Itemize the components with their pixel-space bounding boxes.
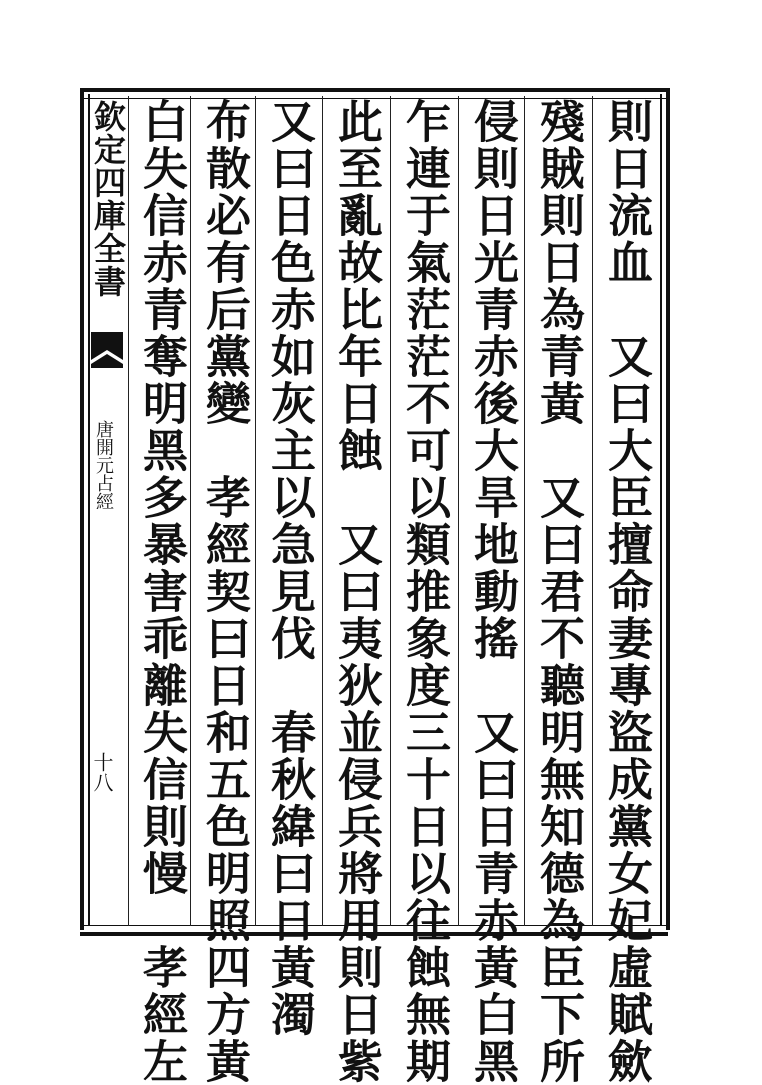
column-divider — [524, 96, 525, 926]
frame-left-border — [80, 88, 84, 930]
text-column-3: 侵則日光青赤後大旱地動搖 又曰日青赤黃白黑 — [466, 98, 519, 1085]
text-column-4: 乍連于氣茫茫不可以類推象度三十日以往蝕無期 — [398, 98, 451, 1085]
column-divider — [255, 96, 256, 926]
page-number: 十八 — [90, 752, 114, 792]
column-divider — [458, 96, 459, 926]
text-column-8: 白失信赤青奪明黑多暴害乖離失信則慢 孝經左 — [135, 98, 188, 1085]
text-column-2: 殘賊則日為青黃 又曰君不聽明無知德為臣下所 — [532, 98, 585, 1085]
text-column-1: 則日流血 又曰大臣擅命妻專盜成黨女妃虛賦歛 — [600, 98, 653, 1085]
frame-right-border — [666, 88, 670, 930]
book-title: 唐開元占經 — [93, 420, 114, 510]
column-divider — [322, 96, 323, 926]
column-divider — [190, 96, 191, 926]
text-column-6: 又曰日色赤如灰主以急見伐 春秋緯曰日黃濁 — [263, 98, 316, 1038]
column-divider — [390, 96, 391, 926]
collection-title: 欽定四庫全書 — [89, 100, 127, 298]
column-divider — [128, 96, 129, 926]
frame-inner-right-line — [660, 94, 662, 926]
fishtail-marker-icon — [89, 330, 125, 370]
column-divider — [592, 96, 593, 926]
text-column-5: 此至亂故比年日蝕 又曰夷狄並侵兵將用則日紫 — [330, 98, 383, 1085]
text-column-7: 布散必有后黨變 孝經契曰日和五色明照四方黃 — [198, 98, 251, 1085]
